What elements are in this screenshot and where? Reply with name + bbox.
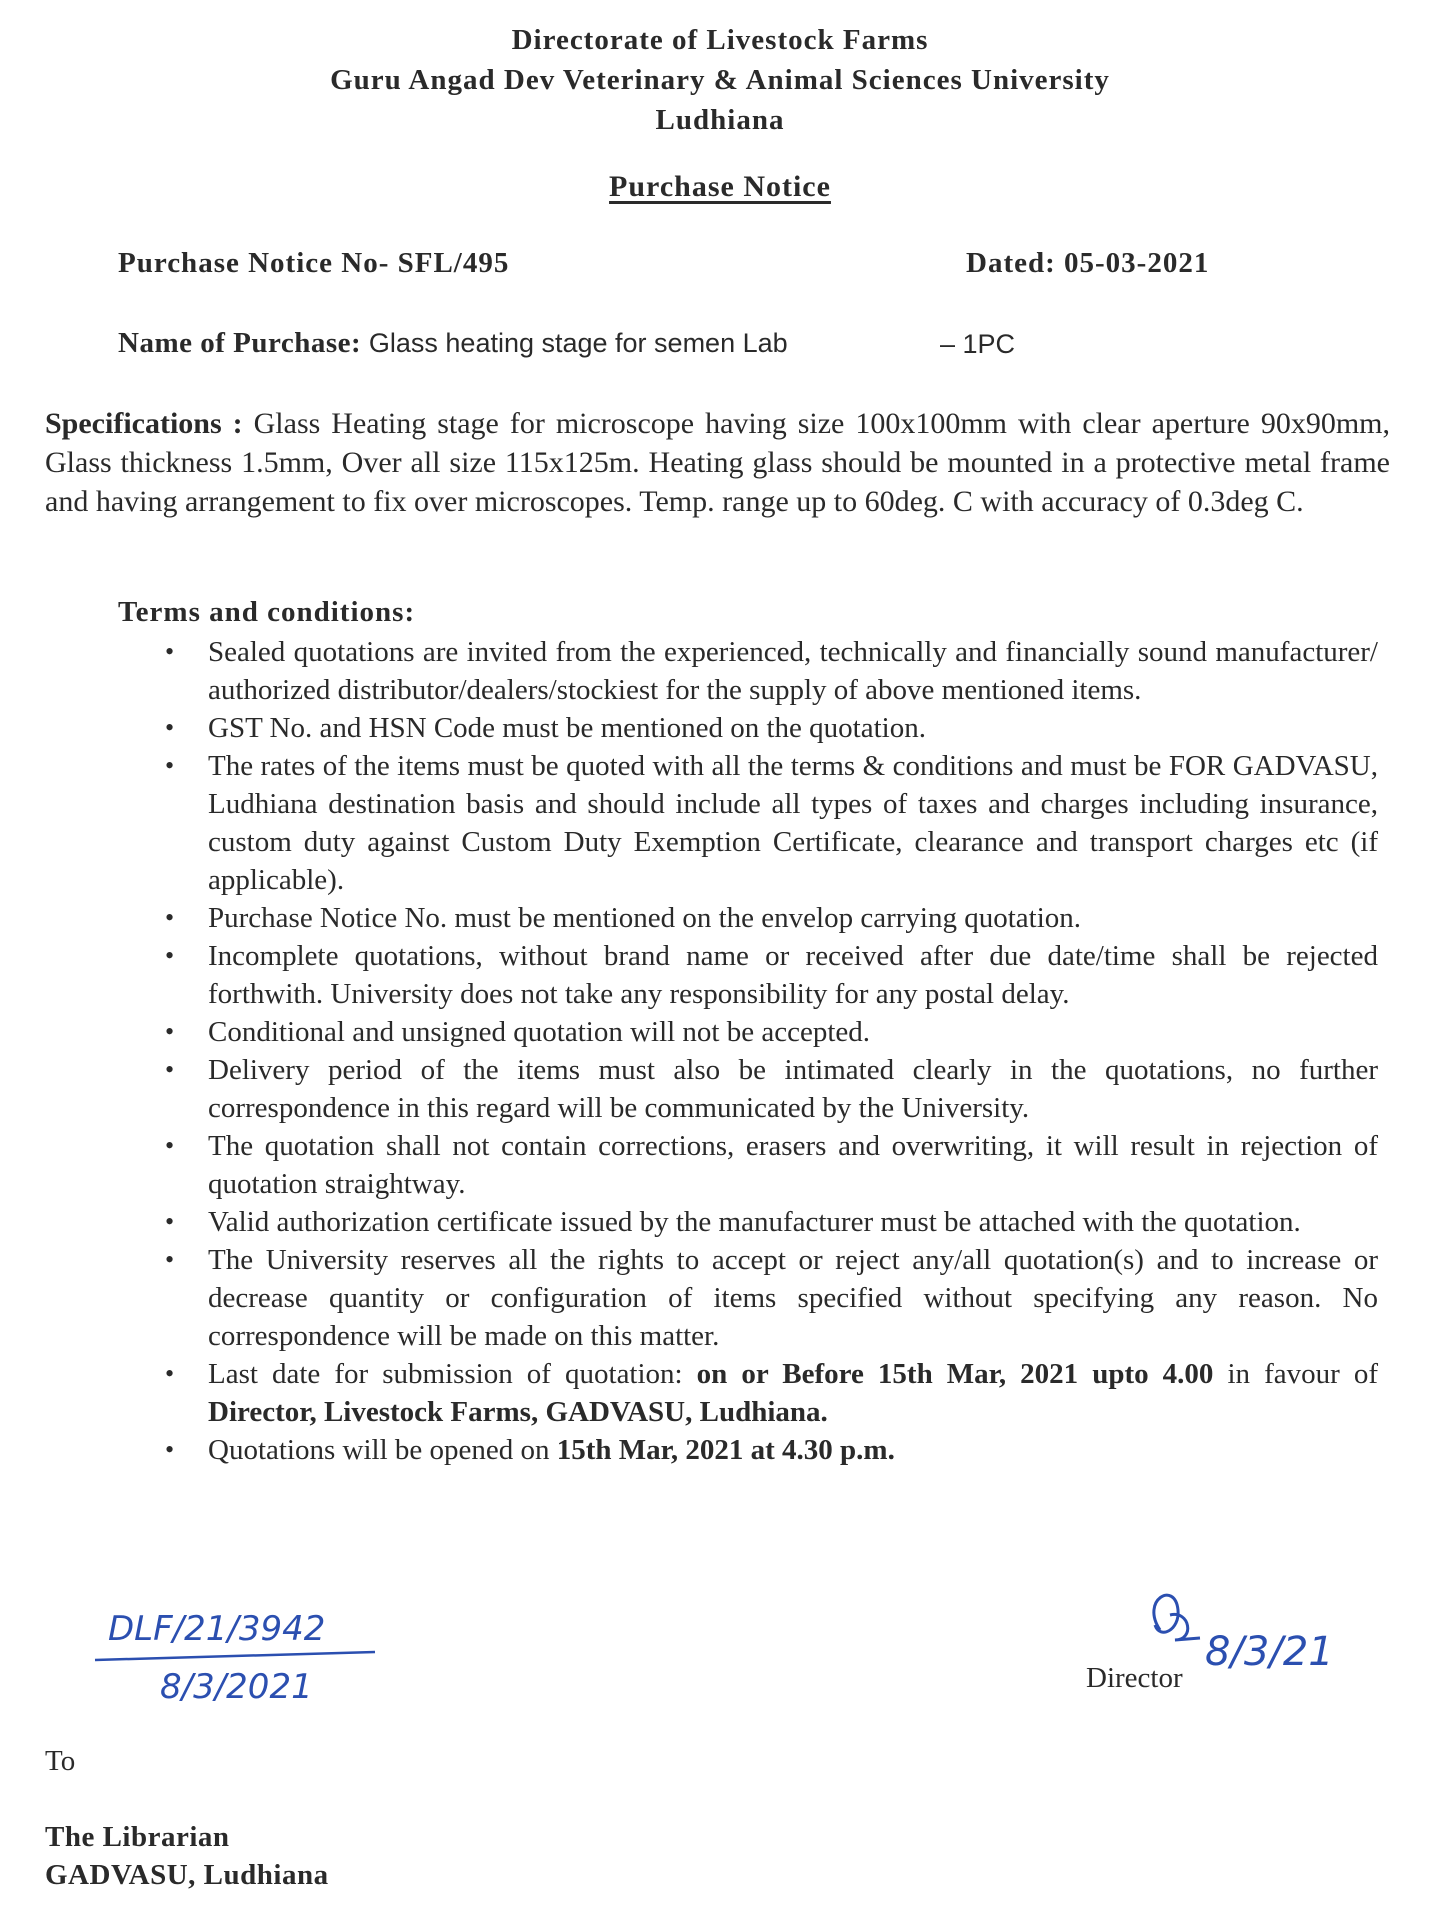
terms-list [118,633,1378,1469]
term-text: Purchase Notice No. must be mentioned on the envelop carrying quotation. [208,902,1082,934]
purchase-quantity: – 1PC [940,329,1016,359]
directorate-name: Directorate of Livestock Farms [511,24,929,56]
term-item [118,709,1378,747]
term-text: The University reserves all the rights to accept or reject any/all quotation(s) and to increase or decrease quantity or configuration of items specified without specifying any reason. No correspondence will be made on this matter. [208,1244,1378,1352]
to-label: To [45,1745,76,1777]
term-item-opening [118,1431,1378,1469]
bullet-icon: • [165,637,175,666]
term-text: Sealed quotations are invited from the experienced, technically and financially sound manufacturer/ authorized distributor/dealers/stockiest for the supply of above mentioned items. [208,636,1378,706]
term-text: Incomplete quotations, without brand name or received after due date/time shall be rejected forthwith. University does not take any responsibility for any postal delay. [208,940,1378,1010]
handwritten-reference-number [90,1590,390,1710]
terms-heading: Terms and conditions: [118,596,416,628]
bullet-icon: • [165,1245,175,1274]
term-item [118,899,1378,937]
notice-number: Purchase Notice No- SFL/495 [118,247,510,279]
university-name: Guru Angad Dev Veterinary & Animal Sciences University [330,64,1110,96]
recipient-location: GADVASU, Ludhiana [45,1859,329,1891]
notice-date: Dated: 05-03-2021 [966,247,1210,279]
term-item [118,937,1378,1013]
bullet-icon: • [165,903,175,932]
signature-date-text: 8/3/21 [1205,1629,1334,1675]
last-date-deadline: on or Before 15th Mar, 2021 upto 4.00 [696,1358,1214,1390]
term-text: Conditional and unsigned quotation will not be accepted. [208,1016,871,1048]
last-date-addressee: Director, Livestock Farms, GADVASU, Ludhiana. [208,1396,828,1428]
term-item [118,1203,1378,1241]
bullet-icon: • [165,1359,175,1388]
recipient-name: The Librarian [45,1821,230,1853]
last-date-mid: in favour of [1213,1358,1378,1390]
term-item [118,747,1378,899]
term-text: Delivery period of the items must also be intimated clearly in the quotations, no further correspondence in this regard will be communicated by the University. [208,1054,1378,1124]
opening-datetime: 15th Mar, 2021 at 4.30 p.m. [556,1434,895,1466]
purchase-label: Name of Purchase: [118,327,369,359]
ref-date-text: 8/3/2021 [160,1667,313,1707]
term-item-last-date [118,1355,1378,1431]
term-item [118,1013,1378,1051]
bullet-icon: • [165,1207,175,1236]
ref-number-text: DLF/21/3942 [108,1609,326,1649]
bullet-icon: • [165,1017,175,1046]
title-text: Purchase Notice [609,170,831,203]
bullet-icon: • [165,751,175,780]
term-item [118,1127,1378,1203]
signature-initials [1154,1595,1200,1640]
last-date-pre: Last date for submission of quotation: [208,1358,697,1390]
term-item [118,633,1378,709]
bullet-icon: • [165,1131,175,1160]
specifications-text: Glass Heating stage for microscope having size 100x100mm with clear aperture 90x90mm, Glass thickness 1.5mm, Over all size 115x125m. Heating glass should be mounted in a protective metal frame and having arrangement to fix over microscopes. Temp. range up to 60deg. C with accuracy of 0.3deg C. [45,407,1390,518]
page-title [0,170,1440,204]
purchase-item: Glass heating stage for semen Lab [368,328,788,358]
term-text: The quotation shall not contain corrections, erasers and overwriting, it will result in rejection of quotation straightway. [208,1130,1378,1200]
city-name: Ludhiana [655,104,785,136]
recipient-address [45,1818,329,1894]
letterhead [0,20,1440,140]
signatory-title: Director [1086,1662,1183,1694]
opening-pre: Quotations will be opened on [208,1434,557,1466]
bullet-icon: • [165,713,175,742]
bullet-icon: • [165,941,175,970]
term-text: GST No. and HSN Code must be mentioned on the quotation. [208,712,926,744]
term-item [118,1051,1378,1127]
term-item [118,1241,1378,1355]
purchase-name-row [118,327,1016,360]
terms-section [118,596,1378,1469]
term-text: Valid authorization certificate issued by the manufacturer must be attached with the quotation. [208,1206,1301,1238]
ref-underline [95,1652,375,1660]
bullet-icon: • [165,1435,175,1464]
bullet-icon: • [165,1055,175,1084]
term-text: The rates of the items must be quoted with all the terms & conditions and must be FOR GADVASU, Ludhiana destination basis and should include all types of taxes and charges including insurance, custom duty against Custom Duty Exemption Certificate, clearance and transport charges etc (if applicable). [208,750,1378,896]
specifications [45,404,1390,521]
specifications-label: Specifications : [45,407,254,440]
notice-info-row [118,247,1238,280]
